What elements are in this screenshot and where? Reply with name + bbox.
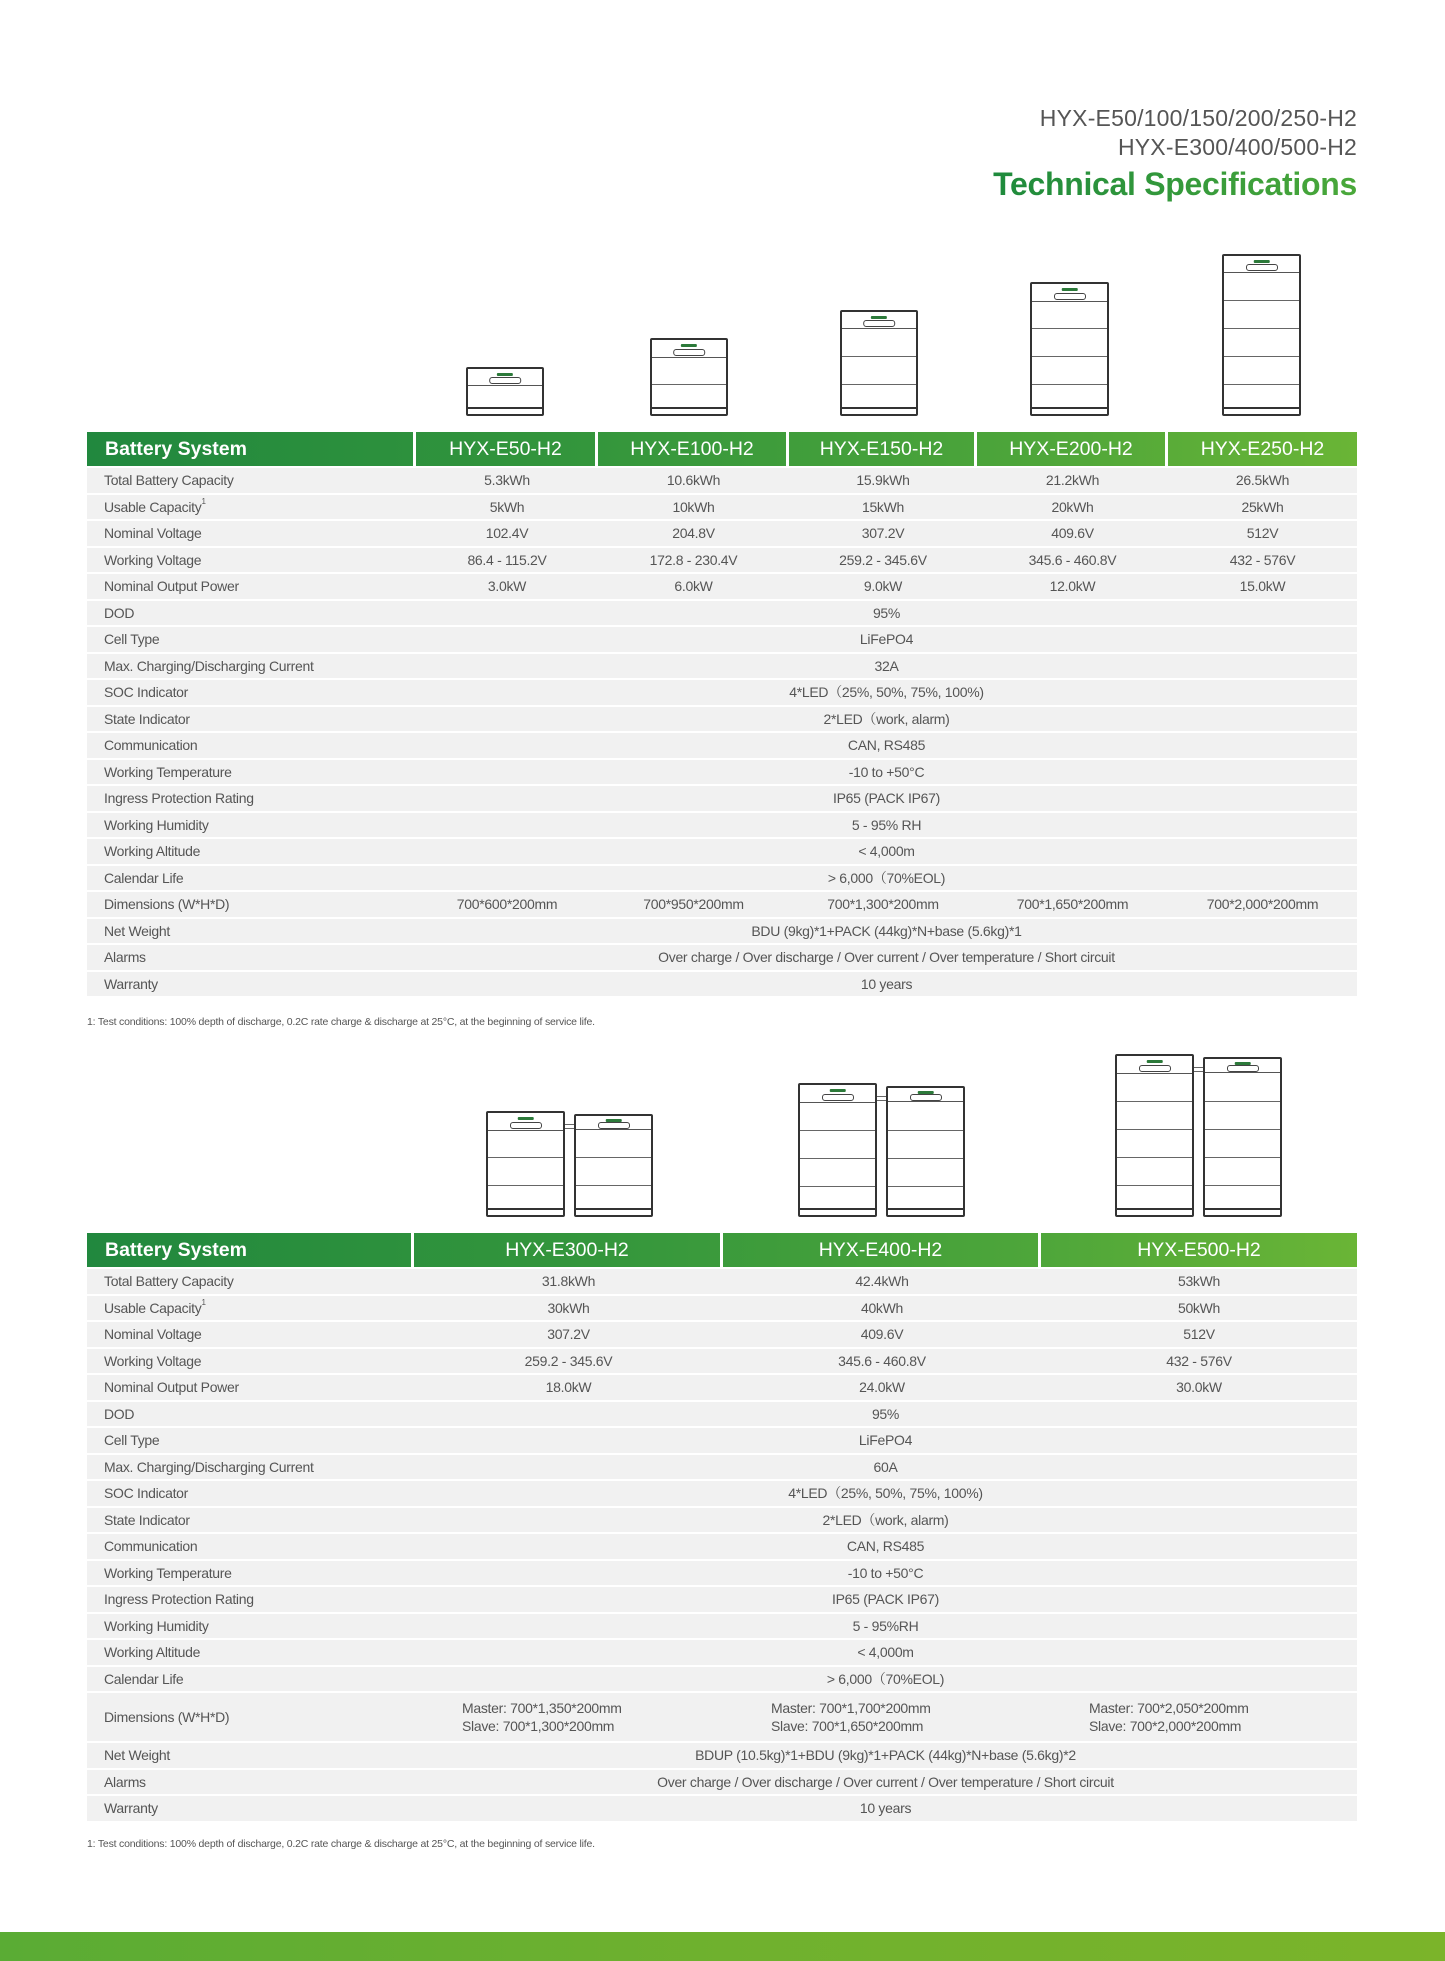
battery-master-cabinet-icon (798, 1083, 877, 1217)
cell-value: 700*600*200mm (416, 890, 598, 917)
cell-value-merged: 32A (416, 652, 1357, 679)
row-label (87, 1691, 414, 1741)
row-label-text: Working Altitude (104, 843, 201, 860)
table-row (87, 1267, 1357, 1294)
cell-value: 409.6V (723, 1320, 1041, 1347)
table-row (87, 572, 1357, 599)
battery-master-cabinet-icon (486, 1111, 565, 1217)
table-row (87, 1612, 1357, 1639)
row-label (87, 943, 416, 970)
spec-table-2 (87, 1233, 1357, 1821)
header-label: Battery System (87, 432, 416, 466)
cell-value: 31.8kWh (414, 1267, 723, 1294)
table-row (87, 1691, 1357, 1741)
cell-value: 24.0kW (723, 1373, 1041, 1400)
table-row (87, 1373, 1357, 1400)
row-label-text: Nominal Output Power (104, 1379, 239, 1396)
model-header: HYX-E150-H2 (789, 432, 977, 466)
cell-value: 5kWh (416, 493, 598, 520)
table-row (87, 811, 1357, 838)
row-label (87, 705, 416, 732)
row-label-text: SOC Indicator (104, 684, 189, 701)
cell-value: 21.2kWh (977, 466, 1168, 493)
row-label (87, 890, 416, 917)
row-label-text: Warranty (104, 975, 158, 992)
footnote-2: 1: Test conditions: 100% depth of discharge, 0.2C rate charge & discharge at 25°C, at the beginning of service life. (87, 1838, 595, 1850)
table-row (87, 1741, 1357, 1768)
row-label (87, 1426, 414, 1453)
cell-value-merged: 10 years (416, 970, 1357, 997)
cell-value-merged: BDUP (10.5kg)*1+BDU (9kg)*1+PACK (44kg)*N+base (5.6kg)*2 (414, 1741, 1357, 1768)
row-label (87, 1532, 414, 1559)
row-label (87, 837, 416, 864)
cell-value: 12.0kW (977, 572, 1168, 599)
cell-value: 20kWh (977, 493, 1168, 520)
row-label (87, 1665, 414, 1692)
table-row (87, 837, 1357, 864)
cell-value: 700*1,650*200mm (977, 890, 1168, 917)
model-header: HYX-E200-H2 (977, 432, 1168, 466)
cell-value-merged: 95% (414, 1400, 1357, 1427)
table-row (87, 1532, 1357, 1559)
cell-value-merged: -10 to +50°C (416, 758, 1357, 785)
cell-value: 700*1,300*200mm (789, 890, 977, 917)
row-label (87, 493, 416, 520)
cell-value: 512V (1041, 1320, 1357, 1347)
master-dimensions: Master: 700*1,350*200mm (462, 1700, 622, 1716)
row-label-text: Calendar Life (104, 1670, 184, 1687)
row-label-text: Usable Capacity (104, 498, 202, 515)
cell-value: 40kWh (723, 1294, 1041, 1321)
row-label-text: Dimensions (W*H*D) (104, 1709, 230, 1725)
table-row (87, 943, 1357, 970)
row-label (87, 917, 416, 944)
row-label (87, 1320, 414, 1347)
row-label (87, 1373, 414, 1400)
row-label (87, 1400, 414, 1427)
table-row (87, 1638, 1357, 1665)
cell-value-merged: IP65 (PACK IP67) (416, 784, 1357, 811)
row-label-text: Working Temperature (104, 1564, 232, 1581)
row-label (87, 1794, 414, 1821)
cell-value: 53kWh (1041, 1267, 1357, 1294)
cell-value-merged: CAN, RS485 (416, 731, 1357, 758)
cell-dimensions (723, 1691, 1041, 1741)
row-label (87, 864, 416, 891)
row-label-text: Ingress Protection Rating (104, 1591, 254, 1608)
battery-slave-cabinet-icon (1203, 1057, 1282, 1217)
page-title: Technical Specifications (993, 166, 1357, 202)
row-label (87, 1638, 414, 1665)
table-row (87, 1426, 1357, 1453)
table-row (87, 1294, 1357, 1321)
cell-value-merged: 4*LED（25%, 50%, 75%, 100%) (416, 678, 1357, 705)
cell-value: 345.6 - 460.8V (977, 546, 1168, 573)
battery-cabinet-icon (1222, 254, 1301, 416)
table-row (87, 705, 1357, 732)
cell-value-merged: 10 years (414, 1794, 1357, 1821)
battery-slave-cabinet-icon (574, 1114, 653, 1217)
table-row (87, 864, 1357, 891)
row-label-text: Cell Type (104, 631, 160, 648)
row-label (87, 1347, 414, 1374)
row-label (87, 811, 416, 838)
row-label (87, 1479, 414, 1506)
row-label-text: Working Humidity (104, 1617, 209, 1634)
cell-value: 15.0kW (1168, 572, 1357, 599)
row-label-text: Cell Type (104, 1432, 160, 1449)
cell-value-merged: BDU (9kg)*1+PACK (44kg)*N+base (5.6kg)*1 (416, 917, 1357, 944)
row-label-text: Max. Charging/Discharging Current (104, 657, 314, 674)
connector-icon (565, 1124, 574, 1129)
cell-value-merged: 2*LED（work, alarm) (414, 1506, 1357, 1533)
row-label-text: Working Temperature (104, 763, 232, 780)
cell-value: 26.5kWh (1168, 466, 1357, 493)
table-row (87, 625, 1357, 652)
cell-value-merged: IP65 (PACK IP67) (414, 1585, 1357, 1612)
row-label-text: SOC Indicator (104, 1485, 189, 1502)
row-label-text: Working Altitude (104, 1644, 201, 1661)
cell-value: 30.0kW (1041, 1373, 1357, 1400)
footer-band (0, 1932, 1445, 1961)
cell-value: 18.0kW (414, 1373, 723, 1400)
connector-icon (877, 1096, 886, 1101)
table-row (87, 1479, 1357, 1506)
cell-value: 172.8 - 230.4V (598, 546, 789, 573)
cell-value: 307.2V (414, 1320, 723, 1347)
cell-value: 25kWh (1168, 493, 1357, 520)
cell-value: 204.8V (598, 519, 789, 546)
model-header: HYX-E300-H2 (414, 1233, 723, 1267)
row-label-text: DOD (104, 1405, 135, 1422)
footnote-1: 1: Test conditions: 100% depth of discharge, 0.2C rate charge & discharge at 25°C, at the beginning of service life. (87, 1016, 595, 1028)
table-row (87, 1506, 1357, 1533)
battery-slave-cabinet-icon (886, 1086, 965, 1217)
cell-value-merged: Over charge / Over discharge / Over current / Over temperature / Short circuit (414, 1768, 1357, 1795)
table-row (87, 1320, 1357, 1347)
row-label (87, 1768, 414, 1795)
row-label-text: Total Battery Capacity (104, 1273, 234, 1290)
row-label-text: Communication (104, 737, 198, 754)
row-label-text: Usable Capacity (104, 1299, 202, 1316)
row-label-text: Dimensions (W*H*D) (104, 896, 230, 913)
row-label (87, 625, 416, 652)
row-label-text: Ingress Protection Rating (104, 790, 254, 807)
row-label (87, 731, 416, 758)
row-label (87, 572, 416, 599)
row-label-text: Net Weight (104, 1747, 170, 1764)
row-label-text: Total Battery Capacity (104, 472, 234, 489)
cell-value-merged: 5 - 95% RH (416, 811, 1357, 838)
cell-dimensions (414, 1691, 723, 1741)
row-label-text: Working Voltage (104, 551, 202, 568)
table-row (87, 970, 1357, 997)
cell-value: 259.2 - 345.6V (789, 546, 977, 573)
cell-value: 15.9kWh (789, 466, 977, 493)
table-row (87, 1453, 1357, 1480)
model-header: HYX-E100-H2 (598, 432, 789, 466)
row-label (87, 652, 416, 679)
cell-value: 512V (1168, 519, 1357, 546)
battery-cabinet-icon (466, 367, 544, 416)
spec-table-1 (87, 432, 1357, 996)
table-row (87, 678, 1357, 705)
row-label-text: Max. Charging/Discharging Current (104, 1458, 314, 1475)
cell-value: 432 - 576V (1168, 546, 1357, 573)
row-label (87, 1559, 414, 1586)
cell-value: 42.4kWh (723, 1267, 1041, 1294)
cell-value: 307.2V (789, 519, 977, 546)
row-label (87, 1267, 414, 1294)
models-line-1: HYX-E50/100/150/200/250-H2 (1039, 105, 1357, 131)
row-label (87, 1585, 414, 1612)
table-row (87, 652, 1357, 679)
row-label-text: DOD (104, 604, 135, 621)
row-label-text: State Indicator (104, 710, 190, 727)
battery-cabinet-icon (1030, 282, 1109, 416)
cell-value: 5.3kWh (416, 466, 598, 493)
slave-dimensions: Slave: 700*1,300*200mm (462, 1718, 615, 1734)
cell-value-merged: -10 to +50°C (414, 1559, 1357, 1586)
row-label (87, 784, 416, 811)
row-label (87, 546, 416, 573)
row-label (87, 678, 416, 705)
model-header: HYX-E250-H2 (1200, 437, 1325, 460)
row-label (87, 599, 416, 626)
row-label-text: Working Humidity (104, 816, 209, 833)
cell-value: 700*950*200mm (598, 890, 789, 917)
master-dimensions: Master: 700*1,700*200mm (771, 1700, 931, 1716)
cell-value: 345.6 - 460.8V (723, 1347, 1041, 1374)
cell-value-merged: 5 - 95%RH (414, 1612, 1357, 1639)
row-label (87, 1741, 414, 1768)
cell-value-merged: 2*LED（work, alarm) (416, 705, 1357, 732)
table-row (87, 546, 1357, 573)
cell-value: 10kWh (598, 493, 789, 520)
cell-value: 86.4 - 115.2V (416, 546, 598, 573)
cell-value: 102.4V (416, 519, 598, 546)
row-label (87, 1294, 414, 1321)
row-label (87, 466, 416, 493)
cell-value: 409.6V (977, 519, 1168, 546)
master-dimensions: Master: 700*2,050*200mm (1089, 1700, 1249, 1716)
battery-cabinet-icon (840, 310, 918, 416)
row-label-text: State Indicator (104, 1511, 190, 1528)
cell-value-merged: 4*LED（25%, 50%, 75%, 100%) (414, 1479, 1357, 1506)
row-label-text: Net Weight (104, 922, 170, 939)
table-header-row (87, 432, 1357, 466)
table-row (87, 1585, 1357, 1612)
table-row (87, 784, 1357, 811)
cell-dimensions (1041, 1691, 1357, 1741)
cell-value: 15kWh (789, 493, 977, 520)
header-label: Battery System (87, 1233, 414, 1267)
slave-dimensions: Slave: 700*2,000*200mm (1089, 1718, 1242, 1734)
cell-value-merged: 95% (416, 599, 1357, 626)
cell-value-merged: CAN, RS485 (414, 1532, 1357, 1559)
row-label-text: Working Voltage (104, 1352, 202, 1369)
cell-value: 10.6kWh (598, 466, 789, 493)
cell-value-merged: LiFePO4 (414, 1426, 1357, 1453)
row-label-text: Communication (104, 1538, 198, 1555)
table-header-row (87, 1233, 1357, 1267)
table-row (87, 1665, 1357, 1692)
row-label-text: Calendar Life (104, 869, 184, 886)
table-row (87, 466, 1357, 493)
model-header: HYX-E500-H2 (1137, 1238, 1261, 1261)
row-label-text: Warranty (104, 1800, 158, 1817)
row-label (87, 1506, 414, 1533)
table-row (87, 1559, 1357, 1586)
table-row (87, 1768, 1357, 1795)
cell-value: 30kWh (414, 1294, 723, 1321)
cell-value: 259.2 - 345.6V (414, 1347, 723, 1374)
table-row (87, 1794, 1357, 1821)
cell-value-merged: < 4,000m (414, 1638, 1357, 1665)
table-row (87, 731, 1357, 758)
title-block (993, 104, 1357, 204)
row-label (87, 1453, 414, 1480)
row-label (87, 758, 416, 785)
battery-cabinet-icon (650, 338, 728, 416)
battery-master-cabinet-icon (1115, 1054, 1194, 1217)
cell-value-merged: > 6,000（70%EOL) (416, 864, 1357, 891)
table-row (87, 493, 1357, 520)
table-row (87, 917, 1357, 944)
model-header: HYX-E400-H2 (723, 1233, 1041, 1267)
row-label-text: Alarms (104, 949, 146, 966)
cell-value-merged: 60A (414, 1453, 1357, 1480)
row-label-text: Nominal Voltage (104, 1326, 202, 1343)
table-row (87, 599, 1357, 626)
row-label-text: Alarms (104, 1773, 146, 1790)
cell-value-merged: > 6,000（70%EOL) (414, 1665, 1357, 1692)
footnote-marker: 1 (201, 496, 206, 506)
cell-value: 9.0kW (789, 572, 977, 599)
row-label-text: Nominal Output Power (104, 578, 239, 595)
cell-value: 432 - 576V (1041, 1347, 1357, 1374)
models-line-2: HYX-E300/400/500-H2 (1117, 134, 1357, 160)
table-row (87, 1400, 1357, 1427)
table-row (87, 519, 1357, 546)
row-label (87, 970, 416, 997)
row-label (87, 1612, 414, 1639)
connector-icon (1194, 1067, 1203, 1072)
slave-dimensions: Slave: 700*1,650*200mm (771, 1718, 924, 1734)
cell-value: 6.0kW (598, 572, 789, 599)
table-row (87, 890, 1357, 917)
row-label-text: Nominal Voltage (104, 525, 202, 542)
table-row (87, 758, 1357, 785)
table-row (87, 1347, 1357, 1374)
row-label (87, 519, 416, 546)
cell-value-merged: < 4,000m (416, 837, 1357, 864)
cell-value: 700*2,000*200mm (1168, 890, 1357, 917)
cell-value-merged: LiFePO4 (416, 625, 1357, 652)
footnote-marker: 1 (201, 1297, 206, 1307)
cell-value: 3.0kW (416, 572, 598, 599)
cell-value: 50kWh (1041, 1294, 1357, 1321)
cell-value-merged: Over charge / Over discharge / Over current / Over temperature / Short circuit (416, 943, 1357, 970)
model-header: HYX-E50-H2 (416, 432, 598, 466)
